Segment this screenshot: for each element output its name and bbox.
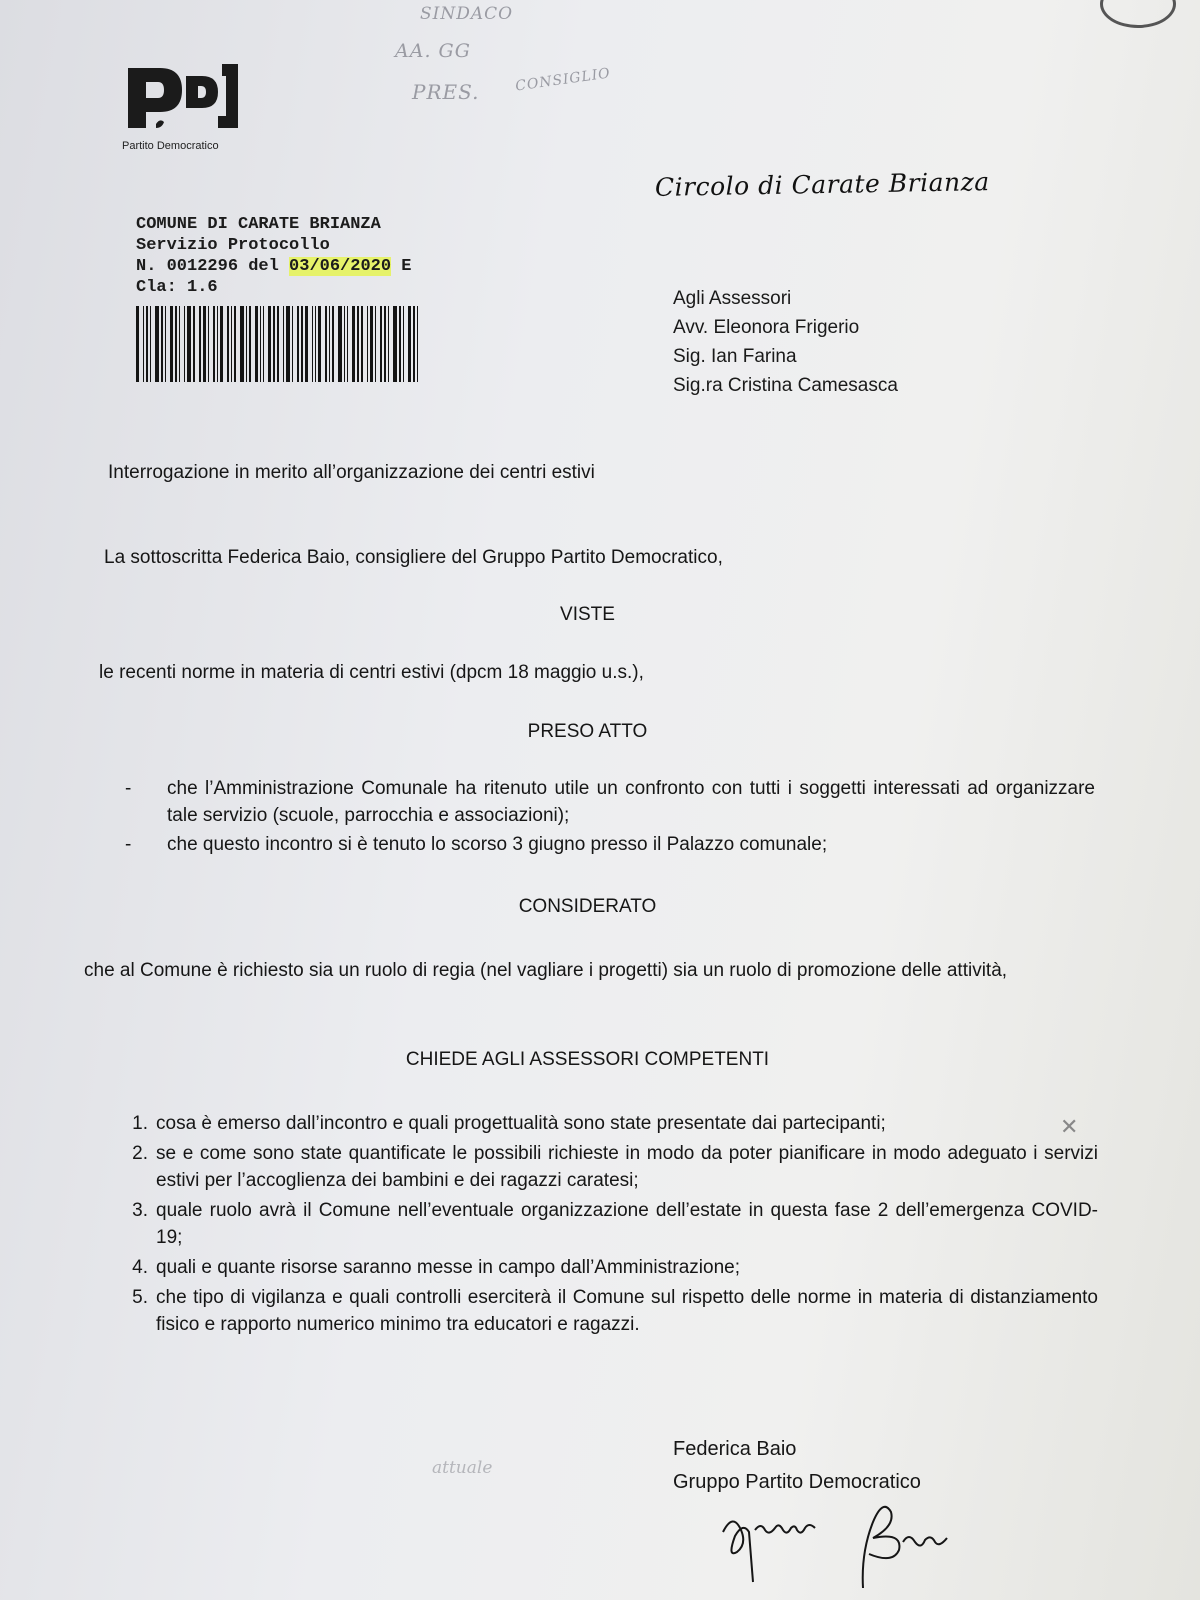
list-item: - che questo incontro si è tenuto lo scorso 3 giugno presso il Palazzo comunale;	[125, 834, 828, 855]
signer-group: Gruppo Partito Democratico	[673, 1471, 921, 1493]
barcode-bar	[240, 306, 244, 382]
barcode-bar	[249, 306, 251, 382]
barcode-bar	[375, 306, 376, 382]
heading-viste: VISTE	[560, 604, 615, 625]
list-item: 4. quali e quante risorse saranno messe in campo dall’Amministrazione;	[132, 1257, 741, 1278]
barcode-bar	[187, 306, 191, 382]
list-item: 1. cosa è emerso dall’incontro e quali progettualità sono state presentate dai partecipanti;	[132, 1113, 886, 1134]
barcode-bar	[170, 306, 173, 382]
barcode-bar	[312, 306, 313, 382]
barcode-bar	[393, 306, 397, 382]
barcode-bar	[246, 306, 247, 382]
barcode-bar	[367, 306, 368, 382]
barcode-bar	[255, 306, 258, 382]
viste-text: le recenti norme in materia di centri estivi (dpcm 18 maggio u.s.),	[99, 662, 644, 683]
barcode-bar	[408, 306, 411, 382]
questions-list	[108, 1110, 1098, 1341]
corner-circle-mark	[1100, 0, 1176, 28]
list-item: 5. che tipo di vigilanza e quali controlli eserciterà il Comune sul rispetto delle norme in materia di distanziamento fisico e rapporto numerico minimo tra educatori e ragazzi.	[132, 1287, 1098, 1335]
barcode-bar	[213, 306, 215, 382]
considerato-text: che al Comune è richiesto sia un ruolo di regia (nel vagliare i progetti) sia un ruolo di promozione delle attività,	[84, 960, 1008, 981]
barcode-bar	[273, 306, 275, 382]
barcode-bar	[227, 306, 229, 382]
barcode-bar	[297, 306, 299, 382]
handwritten-note-3: PRES.	[412, 80, 480, 104]
barcode-bar	[301, 306, 303, 382]
addressee-line: Sig. Ian Farina	[673, 346, 797, 367]
list-item: - che l’Amministrazione Comunale ha ritenuto utile un confronto con tutti i soggetti interessati ad organizzare tale servizio (scuole, parrocchia e associazioni);	[125, 778, 1095, 826]
barcode-bar	[380, 306, 382, 382]
barcode-bar	[388, 306, 389, 382]
barcode-bar	[260, 306, 261, 382]
barcode-bar	[338, 306, 342, 382]
barcode-bar	[231, 306, 232, 382]
barcode-bar	[165, 306, 166, 382]
barcode-bar	[347, 306, 348, 382]
addressee-line: Agli Assessori	[673, 288, 792, 309]
addressee-line: Avv. Eleonora Frigerio	[673, 317, 860, 338]
barcode-bar	[208, 306, 209, 382]
barcode-bar	[175, 306, 177, 382]
barcode-bar	[277, 306, 279, 382]
barcode-bar	[292, 306, 293, 382]
barcode-bar	[136, 306, 139, 382]
barcode-bar	[143, 306, 144, 382]
barcode-bar	[357, 306, 359, 382]
barcode	[136, 306, 522, 382]
faint-pencil-note: attuale	[432, 1458, 493, 1478]
protocol-stamp	[136, 214, 411, 298]
handwritten-signature	[713, 1492, 983, 1592]
handwritten-note-1: SINDACO	[420, 4, 514, 24]
barcode-bar	[370, 306, 373, 382]
barcode-bar	[155, 306, 159, 382]
heading-considerato: CONSIDERATO	[518, 896, 657, 917]
circolo-heading: Circolo di Carate Brianza	[654, 167, 990, 202]
stamp-cla: Cla: 1.6	[136, 278, 218, 297]
barcode-bar	[315, 306, 316, 382]
heading-preso-atto: PRESO ATTO	[527, 721, 648, 742]
barcode-bar	[184, 306, 185, 382]
subject-line: Interrogazione in merito all’organizzazione dei centri estivi	[108, 462, 595, 483]
signer-block	[673, 1433, 921, 1499]
signer-name: Federica Baio	[673, 1438, 797, 1460]
pen-mark: ✕	[1060, 1114, 1079, 1139]
barcode-bar	[161, 306, 163, 382]
barcode-bar	[361, 306, 363, 382]
barcode-bar	[203, 306, 206, 382]
intro-paragraph: La sottoscritta Federica Baio, consigliere del Gruppo Partito Democratico,	[104, 547, 723, 568]
barcode-bar	[305, 306, 308, 382]
barcode-bar	[413, 306, 415, 382]
barcode-bar	[193, 306, 195, 382]
addressees-block	[673, 284, 898, 400]
handwritten-note-2: AA. GG	[395, 40, 471, 62]
barcode-bar	[318, 306, 321, 382]
barcode-bar	[268, 306, 271, 382]
stamp-number-line: N. 0012296 del 03/06/2020 E	[136, 257, 412, 276]
barcode-bar	[286, 306, 290, 382]
handwritten-note-4: CONSIGLIO	[514, 65, 612, 95]
preso-atto-list	[125, 775, 1095, 860]
list-item: 2. se e come sono state quantificate le possibili richieste in modo da poter pianificare in modo adeguato i servizi estivi per l’accoglienza dei bambini e dei ragazzi caratesi;	[132, 1143, 1098, 1191]
barcode-bar	[399, 306, 401, 382]
barcode-bar	[332, 306, 334, 382]
stamp-date: 03/06/2020	[289, 257, 392, 276]
barcode-bar	[150, 306, 151, 382]
barcode-bar	[217, 306, 218, 382]
stamp-servizio: Servizio Protocollo	[136, 236, 330, 255]
heading-chiede: CHIEDE AGLI ASSESSORI COMPETENTI	[405, 1049, 770, 1070]
barcode-bar	[344, 306, 345, 382]
barcode-bar	[325, 306, 327, 382]
barcode-bar	[384, 306, 386, 382]
barcode-bar	[417, 306, 418, 382]
barcode-bar	[263, 306, 264, 382]
logo-caption: Partito Democratico	[122, 140, 219, 152]
barcode-bar	[179, 306, 180, 382]
addressee-line: Sig.ra Cristina Camesasca	[673, 375, 898, 396]
barcode-bar	[403, 306, 404, 382]
barcode-bar	[329, 306, 330, 382]
barcode-bar	[199, 306, 201, 382]
barcode-bar	[220, 306, 223, 382]
barcode-bar	[352, 306, 355, 382]
barcode-bar	[146, 306, 148, 382]
barcode-bar	[234, 306, 236, 382]
list-item: 3. quale ruolo avrà il Comune nell’eventuale organizzazione dell’estate in questa fase 2 dell’emergenza COVID-19;	[132, 1200, 1098, 1248]
stamp-comune: COMUNE DI CARATE BRIANZA	[136, 215, 381, 234]
barcode-bar	[283, 306, 284, 382]
